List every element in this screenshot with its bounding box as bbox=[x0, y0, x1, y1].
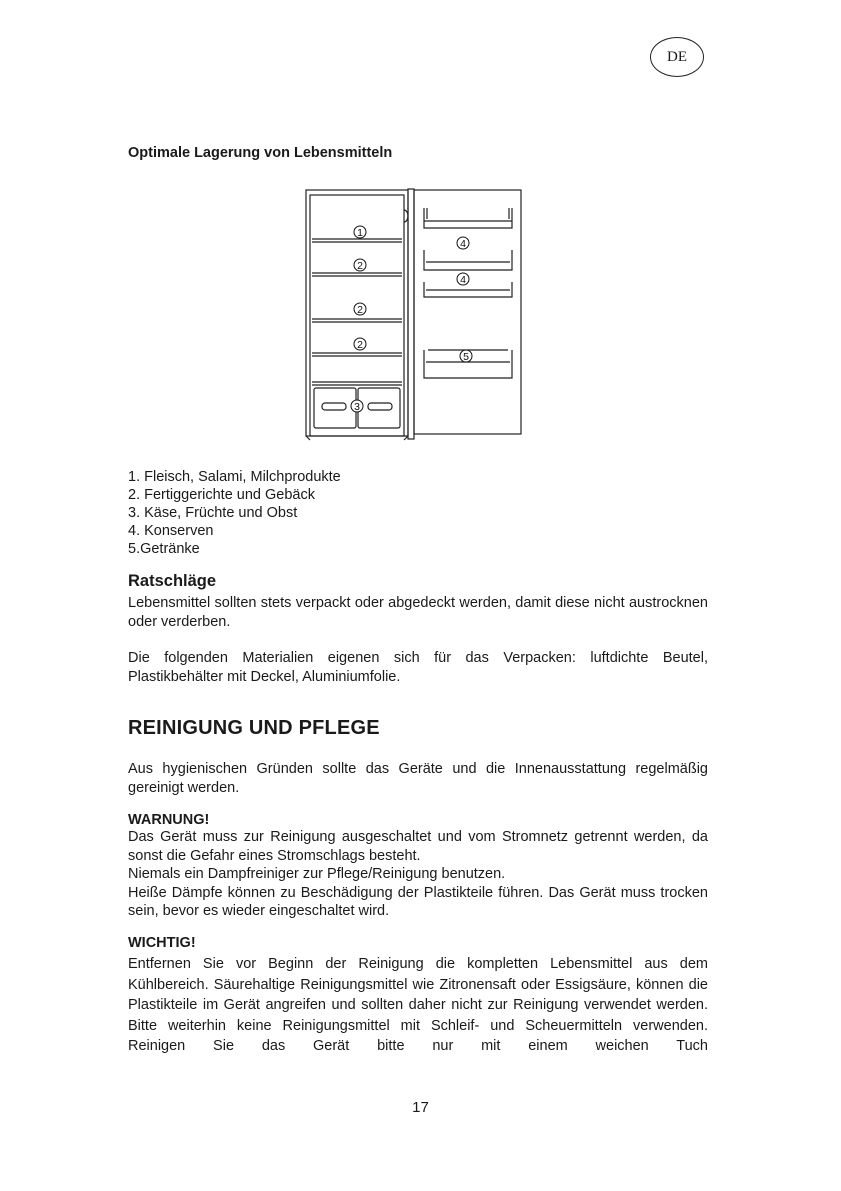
cleaning-intro: Aus hygienischen Gründen sollte das Geräte und die Innenausstattung regelmäßig gereinigt werden. bbox=[128, 761, 708, 796]
svg-text:2: 2 bbox=[357, 339, 363, 351]
warning-line: Das Gerät muss zur Reinigung ausgeschaltet und vom Stromnetz getrennt werden, da sonst die Gefahr eines Stromschlags besteht. bbox=[128, 829, 708, 864]
legend-item: 2. Fertiggerichte und Gebäck bbox=[128, 487, 315, 503]
important-heading: WICHTIG! bbox=[128, 935, 196, 951]
tips-heading: Ratschläge bbox=[128, 572, 217, 590]
cleaning-heading: REINIGUNG UND PFLEGE bbox=[128, 717, 380, 739]
warning-heading: WARNUNG! bbox=[128, 812, 210, 828]
warning-line: Niemals ein Dampfreiniger zur Pflege/Reinigung benutzen. bbox=[128, 866, 506, 883]
diagram-marker-1 bbox=[354, 226, 366, 239]
svg-text:4: 4 bbox=[460, 238, 466, 250]
legend-item: 1. Fleisch, Salami, Milchprodukte bbox=[128, 469, 341, 485]
diagram-marker-4b bbox=[457, 273, 469, 286]
legend-item: 4. Konserven bbox=[128, 523, 214, 539]
diagram-marker-2b bbox=[354, 303, 366, 316]
page-number: 17 bbox=[412, 1099, 429, 1116]
warning-text bbox=[128, 828, 708, 921]
diagram-marker-4a bbox=[457, 237, 469, 250]
diagram-marker-2a bbox=[354, 259, 366, 272]
legend-item: 5.Getränke bbox=[128, 541, 200, 557]
diagram-marker-3 bbox=[351, 400, 363, 413]
svg-text:4: 4 bbox=[460, 274, 466, 286]
tips-paragraph-2: Die folgenden Materialien eigenen sich für das Verpacken: luftdichte Beutel, Plastikbehälter mit Deckel, Aluminiumfolie. bbox=[128, 650, 708, 685]
fridge-diagram bbox=[300, 186, 526, 444]
warning-line: Heiße Dämpfe können zu Beschädigung der Plastikteile führen. Das Gerät muss trocken sein, bevor es wieder eingeschaltet wird. bbox=[128, 884, 708, 920]
svg-text:3: 3 bbox=[354, 401, 360, 413]
svg-text:1: 1 bbox=[357, 227, 363, 239]
tips-paragraph-1: Lebensmittel sollten stets verpackt oder abgedeckt werden, damit diese nicht austrocknen oder verderben. bbox=[128, 595, 708, 630]
language-badge: DE bbox=[650, 37, 704, 77]
svg-text:2: 2 bbox=[357, 304, 363, 316]
svg-text:2: 2 bbox=[357, 260, 363, 272]
storage-title: Optimale Lagerung von Lebensmitteln bbox=[128, 145, 393, 161]
diagram-marker-5 bbox=[460, 350, 472, 363]
storage-legend bbox=[128, 468, 341, 558]
diagram-marker-2c bbox=[354, 338, 366, 351]
legend-item: 3. Käse, Früchte und Obst bbox=[128, 505, 298, 521]
important-text: Entfernen Sie vor Beginn der Reinigung die kompletten Lebensmittel aus dem Kühlbereich. Säurehaltige Reinigungsmittel wie Zitronensaft oder Essigsäure, können die Plastikteile im Gerät angreifen und sollten daher nicht zur Reinigung verwendet werden. Bitte weiterhin keine Reinigungsmittel mit Schleif- und Scheuermitteln verwenden. Reinigen Sie das Gerät bitte nur mit einem weichen Tuch bbox=[128, 956, 708, 1054]
svg-text:5: 5 bbox=[463, 351, 469, 363]
